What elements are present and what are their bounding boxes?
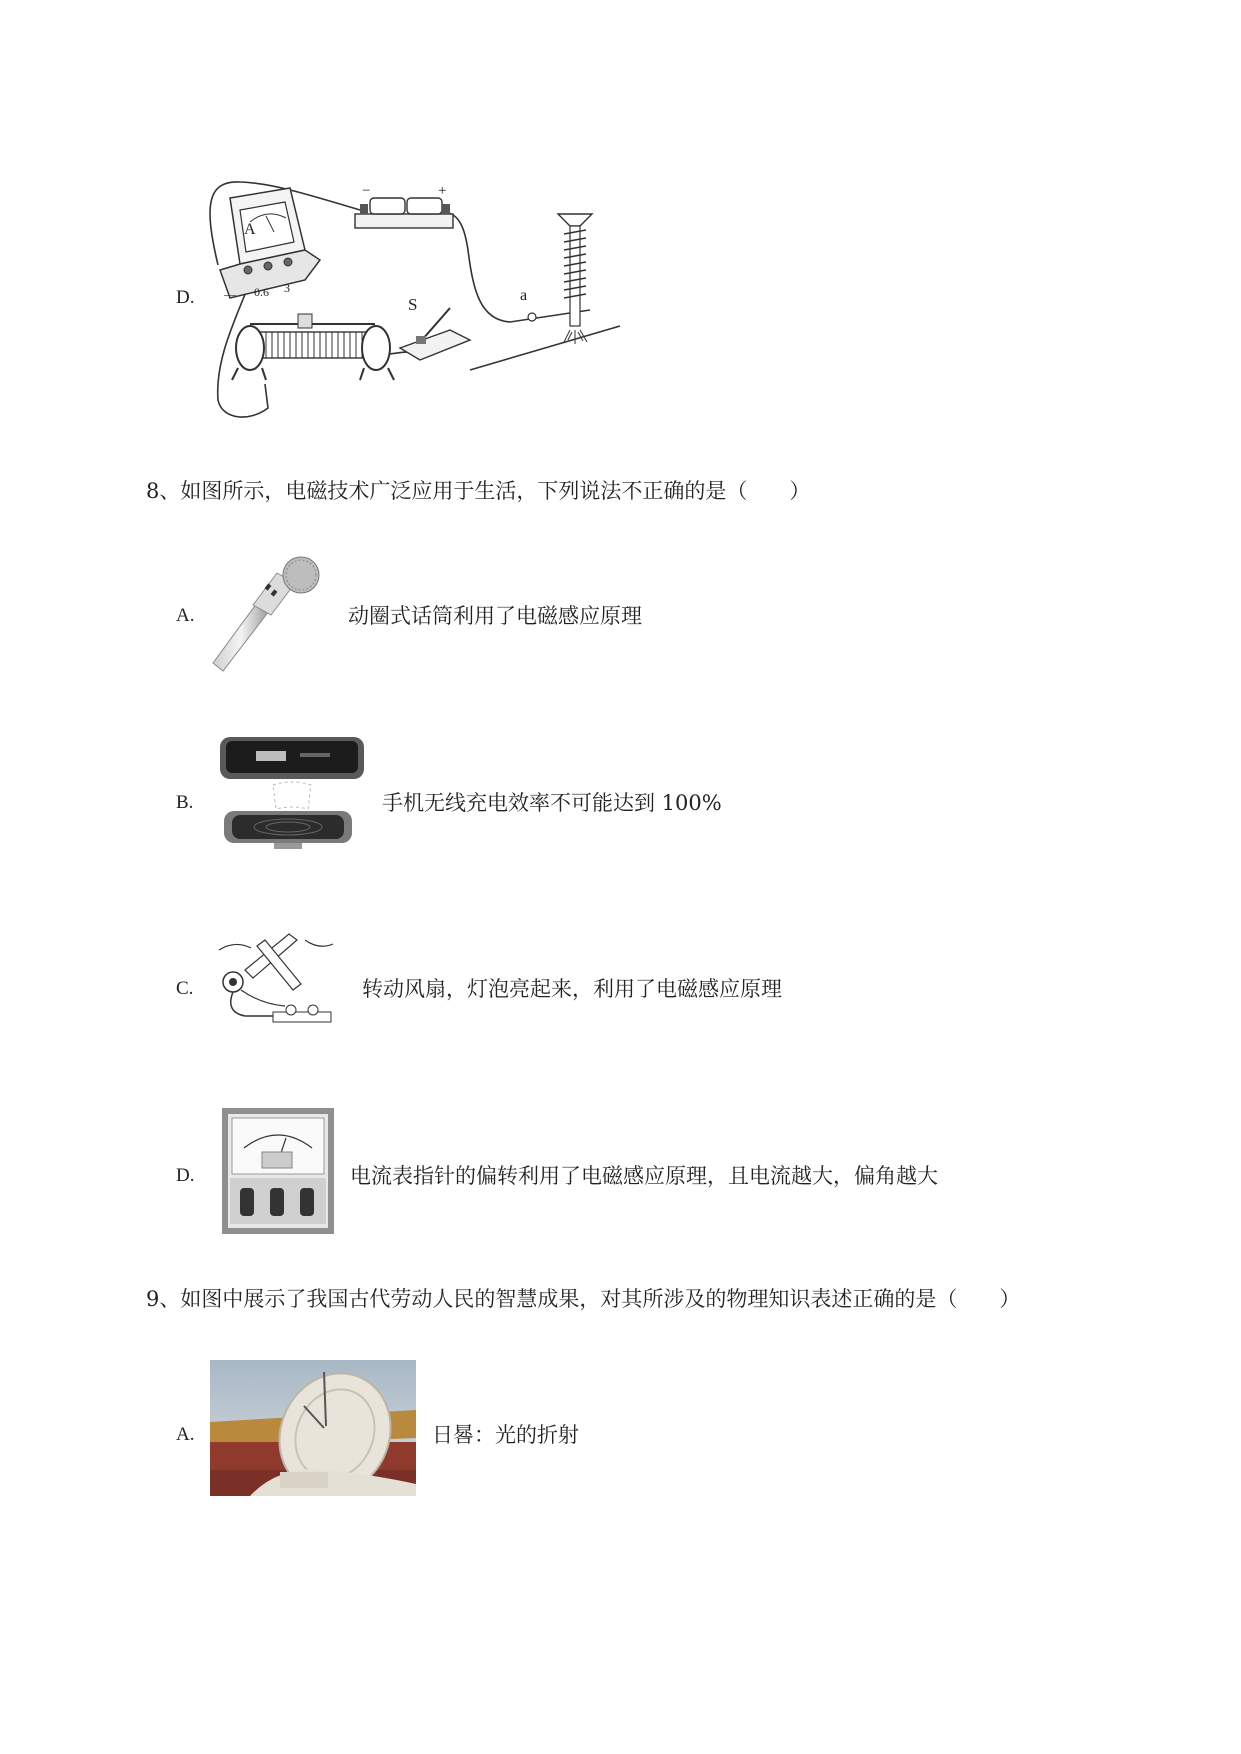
battery-minus: −	[362, 183, 371, 199]
q8-option-d-letter: D.	[176, 1165, 195, 1186]
switch-icon	[400, 308, 470, 360]
q9-option-a-letter: A.	[176, 1424, 195, 1445]
q8-stem: 8、如图所示，电磁技术广泛应用于生活，下列说法不正确的是（ ）	[146, 479, 811, 503]
wireless-charger-icon	[218, 735, 366, 855]
battery-icon	[355, 198, 453, 228]
q9-option-a-text: 日晷：光的折射	[432, 1423, 579, 1447]
switch-label: S	[408, 295, 418, 314]
ammeter-terminal-3: 3	[284, 281, 290, 295]
fan-generator-icon	[215, 920, 345, 1040]
rheostat-icon	[232, 314, 394, 380]
q8-option-b-letter: B.	[176, 792, 194, 813]
ammeter-letter: A	[244, 221, 256, 238]
ammeter-icon	[220, 188, 320, 298]
q8-option-a-text: 动圈式话筒利用了电磁感应原理	[348, 604, 642, 628]
ammeter-terminal-minus: —	[224, 287, 236, 301]
q9-stem: 9、如图中展示了我国古代劳动人民的智慧成果，对其所涉及的物理知识表述正确的是（ ）	[146, 1287, 1021, 1311]
battery-plus: +	[438, 183, 447, 199]
microphone-icon	[205, 555, 335, 675]
q8-option-c-text: 转动风扇，灯泡亮起来，利用了电磁感应原理	[362, 977, 782, 1001]
point-label: a	[520, 287, 528, 304]
sundial-icon	[210, 1360, 416, 1496]
ammeter-terminal-06: 0.6	[254, 285, 269, 299]
q8-option-a-letter: A.	[176, 605, 195, 626]
q7-circuit-figure	[210, 170, 680, 430]
electromagnet-icon	[558, 214, 592, 344]
q8-option-b-text: 手机无线充电效率不可能达到 100%	[382, 791, 722, 815]
q8-option-c-letter: C.	[176, 978, 194, 999]
q7-option-d-letter: D.	[176, 287, 195, 308]
ammeter-photo-icon	[222, 1108, 334, 1234]
q8-option-d-text: 电流表指针的偏转利用了电磁感应原理，且电流越大，偏角越大	[350, 1164, 938, 1188]
